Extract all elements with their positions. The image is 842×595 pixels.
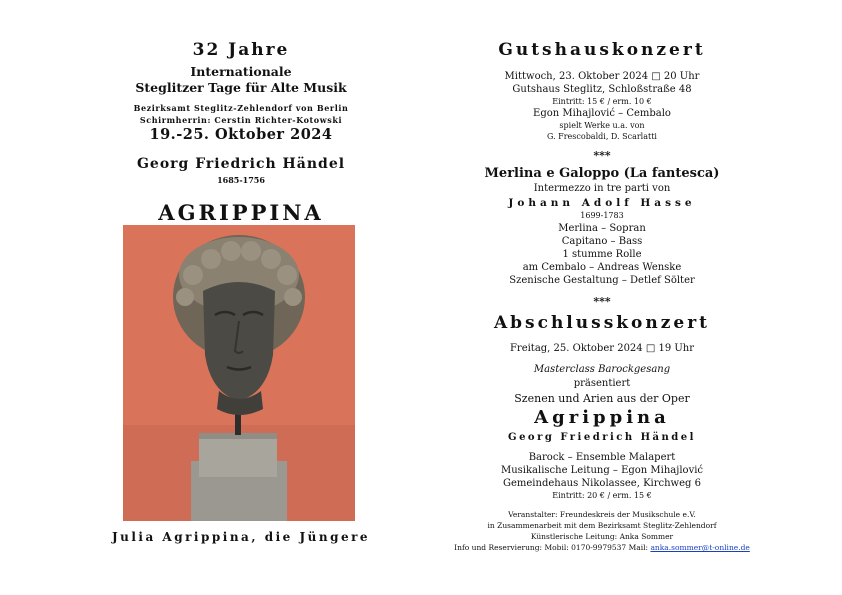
pedestal-block <box>199 433 277 477</box>
final-concert-heading: Abschlusskonzert <box>493 313 711 333</box>
gutshaus-venue: Gutshaus Steglitz, Schloßstraße 48 <box>512 84 692 95</box>
statue-caption: Julia Agrippina, die Jüngere <box>111 530 371 544</box>
gutshaus-composers: G. Frescobaldi, D. Scarlatti <box>546 132 657 141</box>
final-price: Eintritt: 20 € / erm. 15 € <box>552 491 652 500</box>
merlina-title: Merlina e Galoppo (La fantesca) <box>484 166 720 181</box>
merlina-subtitle: Intermezzo in tre parti von <box>533 183 671 194</box>
festival-name-line1: Internationale <box>190 64 292 79</box>
final-opera-title: Agrippina <box>534 407 670 428</box>
bust-illustration <box>123 225 355 521</box>
footer-cooperation: in Zusammenarbeit mit dem Bezirksamt Steglitz-Zehlendorf <box>487 521 717 530</box>
gutshaus-performer: Egon Mihajlović – Cembalo <box>533 108 671 119</box>
contact-label: Info und Reservierung: Mobil: 0170-9979537 Mail: <box>454 543 651 552</box>
cast-item: Merlina – Sopran <box>558 223 646 234</box>
contact-email-link[interactable]: anka.sommer@t-online.de <box>650 543 750 552</box>
festival-dates: 19.-25. Oktober 2024 <box>149 126 333 143</box>
composer-years: 1685-1756 <box>217 175 265 185</box>
patron-line: Schirmherrin: Cerstin Richter-Kotowski <box>139 115 343 125</box>
masterclass-title: Masterclass Barockgesang <box>533 364 671 375</box>
anniversary-heading: 32 Jahre <box>192 40 290 60</box>
cast-item: 1 stumme Rolle <box>562 249 642 260</box>
final-venue: Gemeindehaus Nikolassee, Kirchweg 6 <box>503 478 701 489</box>
separator-stars-1: *** <box>593 149 611 162</box>
agrippina-bust-image <box>123 225 355 521</box>
scenes-line: Szenen und Arien aus der Oper <box>514 392 690 405</box>
composer-name: Georg Friedrich Händel <box>136 156 346 172</box>
final-composer: Georg Friedrich Händel <box>508 432 696 443</box>
gutshaus-price: Eintritt: 15 € / erm. 10 € <box>552 97 652 106</box>
merlina-composer: Johann Adolf Hasse <box>508 197 696 209</box>
footer-artistic-direction: Künstlerische Leitung: Anka Sommer <box>530 532 674 541</box>
merlina-staging: Szenische Gestaltung – Detlef Sölter <box>509 275 695 286</box>
gutshaus-datetime: Mittwoch, 23. Oktober 2024 □ 20 Uhr <box>504 71 700 82</box>
gutshaus-heading: Gutshauskonzert <box>498 40 706 60</box>
footer-contact <box>448 544 756 552</box>
final-direction: Musikalische Leitung – Egon Mihajlović <box>500 465 704 476</box>
final-ensemble: Barock – Ensemble Malapert <box>528 452 676 463</box>
presents-line: präsentiert <box>573 378 631 389</box>
merlina-cembalo: am Cembalo – Andreas Wenske <box>522 262 682 273</box>
cast-item: Capitano – Bass <box>561 236 643 247</box>
footer-organizer: Veranstalter: Freundeskreis der Musikschule e.V. <box>508 510 696 519</box>
festival-name-line2: Steglitzer Tage für Alte Musik <box>135 80 347 95</box>
merlina-composer-years: 1699-1783 <box>580 211 624 220</box>
gutshaus-plays: spielt Werke u.a. von <box>559 121 645 130</box>
organizer-line: Bezirksamt Steglitz-Zehlendorf von Berlin <box>133 103 349 113</box>
opera-title: AGRIPPINA <box>158 200 324 225</box>
separator-stars-2: *** <box>593 295 611 308</box>
final-datetime: Freitag, 25. Oktober 2024 □ 19 Uhr <box>509 343 695 354</box>
